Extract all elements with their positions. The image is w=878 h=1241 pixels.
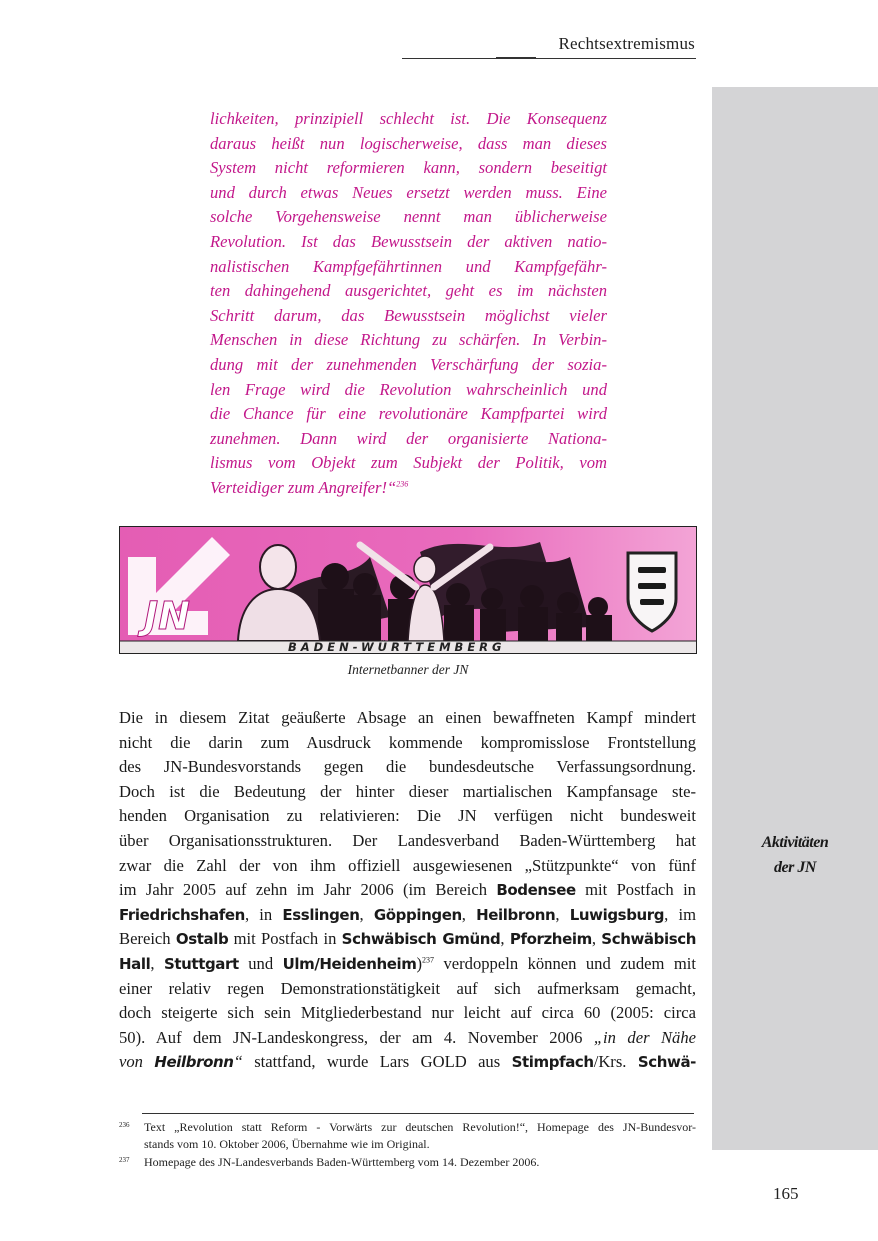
body-text-segment: ) bbox=[416, 953, 423, 973]
footnote-ref-237[interactable]: 237 bbox=[422, 955, 435, 965]
body-line: über Organisationsstrukturen. Der Landesverband Baden-Württemberg hat bbox=[119, 830, 696, 850]
banner-region-text: BADEN-WÜRTTEMBERG bbox=[288, 640, 506, 653]
footnotes bbox=[119, 1119, 696, 1173]
quote-block bbox=[210, 107, 607, 501]
quoted-location-part2: von bbox=[119, 1052, 143, 1072]
footnote-line: Homepage des JN-Landesverbands Baden-Württemberg vom 14. Dezember 2006. bbox=[144, 1155, 540, 1169]
banner-graphic bbox=[120, 527, 696, 653]
body-line bbox=[119, 952, 696, 977]
footnote-237 bbox=[119, 1154, 696, 1171]
body-line: Die in diesem Zitat geäußerte Absage an einen bewaffneten Kampf mindert bbox=[119, 708, 696, 727]
footnote-number: 236 bbox=[119, 1121, 130, 1129]
place-esslingen: Esslingen bbox=[282, 905, 360, 924]
footnote-number: 237 bbox=[119, 1156, 130, 1164]
body-line: einer relativ regen Demonstrationstätigkeit auf sich aufmerksam gemacht, bbox=[119, 978, 696, 998]
body-text-segment: , bbox=[555, 904, 560, 924]
body-text-segment: mit Postfach in bbox=[228, 929, 342, 949]
body-line: doch steigerte sich sein Mitgliederbestand nur leicht auf circa 60 (2005: circa bbox=[119, 1003, 696, 1023]
quote-line: Menschen in diese Richtung zu schärfen. In Verbin- bbox=[210, 330, 607, 350]
body-line bbox=[119, 927, 696, 952]
body-line bbox=[119, 1050, 696, 1075]
banner-logo-text: JN bbox=[144, 594, 190, 638]
quote-line: die Chance für eine revolutionäre Kampfpartei wird bbox=[210, 404, 607, 424]
page-number: 165 bbox=[773, 1184, 799, 1203]
body-text-segment: und bbox=[238, 953, 283, 973]
quote-line-last bbox=[210, 476, 607, 501]
body-line: des JN-Bundesvorstands gegen die bundesdeutsche Verfassungsordnung. bbox=[119, 757, 696, 777]
place-schwaebisch-gmuend: Schwäbisch Gmünd bbox=[341, 930, 501, 949]
body-line bbox=[119, 878, 696, 903]
place-ostalb: Ostalb bbox=[175, 930, 229, 949]
place-schwaebisch-hall-part1: Schwäbisch bbox=[601, 930, 697, 949]
body-text-segment: Bereich bbox=[119, 929, 176, 949]
place-ulm-heidenheim: Ulm/Heidenheim bbox=[282, 954, 417, 973]
quote-line: Revolution. Ist das Bewusstsein der aktiven natio- bbox=[210, 231, 607, 251]
quote-line: len Frage wird die Revolution wahrscheinlich und bbox=[210, 379, 607, 399]
footnote-line: stands vom 10. Oktober 2006, Übernahme wie im Original. bbox=[144, 1136, 430, 1151]
header-rule bbox=[402, 58, 696, 59]
body-line: Doch ist die Bedeutung der hinter dieser martialischen Kampfansage ste- bbox=[119, 781, 696, 801]
body-text-segment: , bbox=[591, 929, 596, 949]
jn-banner-image bbox=[119, 526, 697, 654]
place-heilbronn: Heilbronn bbox=[476, 905, 556, 924]
footnote-line: Text „Revolution statt Reform - Vorwärts zur deutschen Revolution!“, Homepage des JN-Bundesvor- bbox=[144, 1120, 696, 1134]
quote-line: System nicht reformieren kann, sondern beseitigt bbox=[210, 158, 607, 178]
body-text-segment: , bbox=[150, 953, 155, 973]
place-bodensee: Bodensee bbox=[496, 881, 576, 900]
place-goeppingen: Göppingen bbox=[373, 905, 462, 924]
body-text-segment: , bbox=[359, 904, 364, 924]
footnote-236 bbox=[119, 1119, 696, 1152]
margin-note-line: Aktivitäten bbox=[761, 834, 829, 851]
body-text-segment: , bbox=[461, 904, 466, 924]
place-stimpfach: Stimpfach bbox=[511, 1053, 594, 1072]
place-stuttgart: Stuttgart bbox=[163, 954, 239, 973]
quote-line: lichkeiten, prinzipiell schlecht ist. Die Konsequenz bbox=[210, 109, 607, 128]
footnote-rule bbox=[142, 1113, 694, 1114]
quote-line: zunehmen. Dann wird der organisierte Nationa- bbox=[210, 428, 607, 448]
body-text-segment: stattfand, wurde Lars GOLD aus bbox=[242, 1052, 512, 1072]
header-rule-accent bbox=[496, 57, 536, 59]
quote-line: dung mit der zunehmenden Verschärfung der sozia- bbox=[210, 354, 607, 374]
margin-note bbox=[712, 830, 878, 880]
body-line bbox=[119, 903, 696, 928]
place-pforzheim: Pforzheim bbox=[509, 930, 592, 949]
quote-line: und durch etwas Neues ersetzt werden muss. Eine bbox=[210, 182, 607, 202]
body-line: henden Organisation zu relativieren: Die JN verfügen nicht bundesweit bbox=[119, 806, 696, 826]
body-text-segment: mit Postfach in bbox=[575, 880, 696, 900]
quote-line: Schritt darum, das Bewusstsein möglichst vieler bbox=[210, 305, 607, 325]
margin-sidebar bbox=[712, 87, 878, 1150]
place-schwaebisch-hall-hyphenated: Schwä- bbox=[637, 1053, 697, 1072]
place-schwaebisch-hall-part2: Hall bbox=[119, 954, 151, 973]
quote-close: “ bbox=[233, 1052, 243, 1072]
quote-line: lismus vom Objekt zum Subjekt der Politik, vom bbox=[210, 453, 607, 473]
quote-line: solche Vorgehensweise nennt man üblicherweise bbox=[210, 207, 607, 227]
banner-caption: Internetbanner der JN bbox=[347, 662, 469, 677]
quote-line: daraus heißt nun logischerweise, dass man dieses bbox=[210, 133, 607, 153]
running-header: Rechtsextremismus bbox=[558, 34, 695, 53]
body-text-segment: 50). Auf dem JN-Landeskongress, der am 4. November 2006 bbox=[119, 1027, 583, 1047]
body-line: zwar die Zahl der von ihm offiziell ausgewiesenen „Stützpunkte“ von fünf bbox=[119, 855, 696, 875]
body-text-segment: , bbox=[500, 929, 505, 949]
place-friedrichshafen: Friedrichshafen bbox=[119, 905, 245, 924]
place-heilbronn-quoted: Heilbronn bbox=[154, 1053, 234, 1072]
body-text-segment: , im bbox=[664, 904, 696, 924]
quote-last-text: Verteidiger zum Angreifer!“ bbox=[210, 477, 397, 497]
body-line: nicht die darin zum Ausdruck kommende kompromisslose Frontstellung bbox=[119, 732, 696, 752]
body-text-segment: verdoppeln können und zudem mit bbox=[434, 953, 696, 973]
body-line bbox=[119, 1026, 696, 1051]
place-luwigsburg: Luwigsburg bbox=[569, 905, 665, 924]
body-text-segment: /Krs. bbox=[593, 1052, 638, 1072]
body-text-segment: , in bbox=[244, 904, 283, 924]
quote-line: nalistischen Kampfgefährtinnen und Kampfgefähr- bbox=[210, 256, 607, 276]
body-text-segment: im Jahr 2005 auf zehn im Jahr 2006 (im Bereich bbox=[119, 880, 497, 900]
body-text bbox=[119, 706, 696, 1075]
quote-line: ten dahingehend ausgerichtet, geht es im nächsten bbox=[210, 281, 607, 301]
footnote-ref-236[interactable]: 236 bbox=[396, 479, 409, 489]
quoted-location-part1: „in der Nähe bbox=[593, 1027, 696, 1047]
margin-note-line: der JN bbox=[774, 859, 816, 876]
